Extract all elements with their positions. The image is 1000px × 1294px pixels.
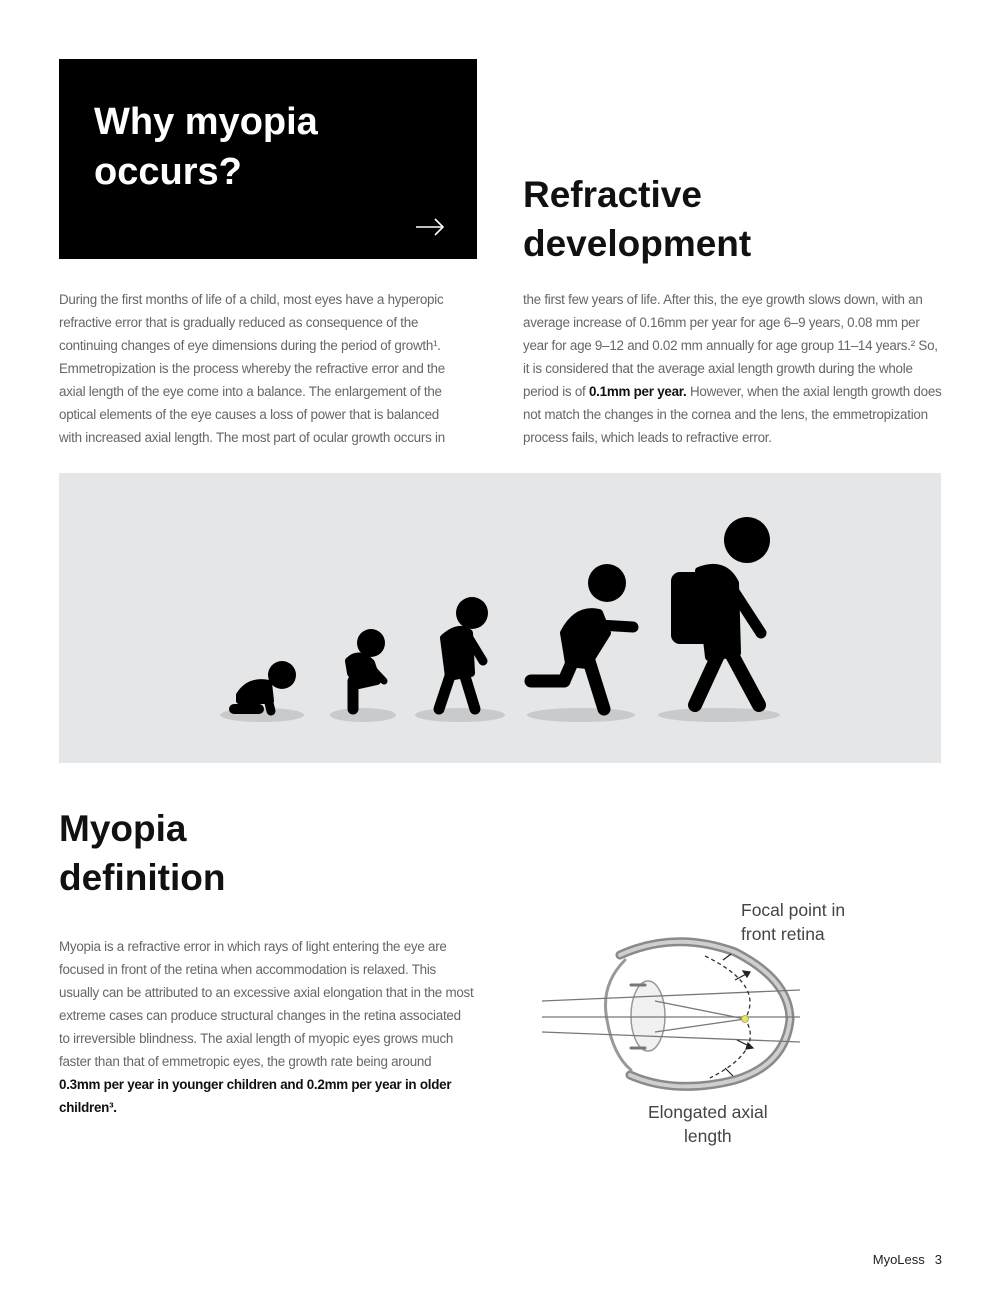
hero-title: Why myopia occurs? bbox=[94, 101, 318, 193]
young-child-icon bbox=[439, 597, 488, 709]
arrow-right-icon bbox=[415, 217, 445, 237]
myopic-eye-diagram bbox=[535, 890, 815, 1095]
teen-with-backpack-icon bbox=[672, 517, 770, 705]
child-icon bbox=[531, 564, 633, 709]
hero-box bbox=[59, 59, 477, 259]
growth-illustration bbox=[59, 473, 941, 763]
footer-brand: MyoLess bbox=[872, 1252, 925, 1267]
refractive-left-text: During the first months of life of a child, most eyes have a hyperopic refractive error that is gradually reduced as consequence of the continuing changes of eye dimensions during the period of growth¹. Emmetropization is the process whereby the refractive error and the axial length of the eye come into a balance. The enlargement of the optical elements of the eye causes a loss of power that is balanced with increased axial length. The most part of ocular growth occurs in bbox=[59, 292, 445, 445]
myopia-text: Myopia is a refractive error in which rays of light entering the eye are focused in front of the retina when accommodation is relaxed. This usually can be attributed to an excessive axial elongation that in the most extreme cases can produce structural changes in the retina associated to irreversible blindness. The axial length of myopic eyes grows much faster than that of emmetropic eyes, the growth rate being around 0.3mm per year in younger children and 0.2mm per year in older children³. bbox=[59, 939, 474, 1115]
elongated-axial-label: Elongated axial length bbox=[648, 1102, 768, 1146]
refractive-right-text: the first few years of life. After this, the eye growth slows down, with an average increase of 0.16mm per year for age 6–9 years, 0.08 mm per year for age 9–12 and 0.02 mm annually for age group 11–14 years.² So, it is considered that the average axial length growth during the whole period is of 0.1mm per year. However, when the axial length growth does not match the changes in the cornea and the lens, the emmetropization process fails, which leads to refractive error. bbox=[523, 292, 942, 445]
crawling-baby-icon bbox=[234, 661, 296, 711]
myopia-heading: Myopia definition bbox=[59, 808, 226, 898]
page-number: 3 bbox=[934, 1252, 942, 1267]
toddler-icon bbox=[349, 629, 385, 709]
focal-point-label: Focal point in front retina bbox=[741, 900, 846, 944]
page-footer bbox=[873, 1252, 942, 1267]
refractive-heading: Refractive development bbox=[523, 174, 752, 264]
refractive-bold-value: 0.1mm per year. bbox=[588, 384, 687, 399]
myopia-bold-text: 0.3mm per year in younger children and 0.2mm per year in older children³. bbox=[59, 1077, 452, 1115]
